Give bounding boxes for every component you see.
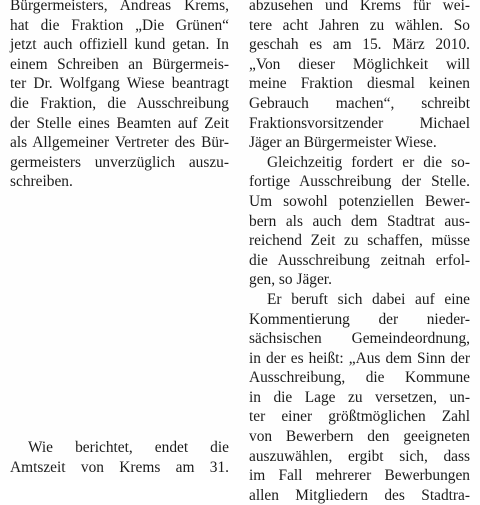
text-line: die Fraktion, die Ausschreibung (10, 94, 229, 112)
text-line: Wie berichtet, endet die (28, 439, 229, 456)
text-line: im Fall mehrerer Bewerbungen (249, 467, 470, 485)
text-line: sächsischen Gemeindeordnung, (249, 330, 470, 348)
text-line: bern als auch dem Stadtrat aus- (249, 212, 470, 230)
text-line: Ausschreibung, die Kommune (249, 369, 470, 387)
text-line: gen, so Jäger. (249, 271, 332, 289)
text-line: reichend Zeit zu schaffen, müsse (249, 232, 470, 250)
text-line: allen Mitgliedern des Stadtra- (249, 486, 470, 504)
text-line: auszuwählen, ergibt sich, dass (249, 447, 470, 465)
text-line: abzusehen und Krems für wei- (249, 0, 470, 14)
text-line: germeisters unverzüglich auszu- (10, 153, 229, 171)
text-line: hat die Fraktion „Die Grünen“ (10, 16, 229, 34)
text-line: Um sowohl potenziellen Bewer- (249, 192, 470, 210)
text-line: geschah es am 15. März 2010. (249, 36, 470, 54)
text-line: Amtszeit von Krems am 31. (10, 458, 229, 476)
text-line: ter Dr. Wolfgang Wiese beantragt (10, 75, 229, 93)
paragraph-3 (249, 290, 470, 505)
text-line: jetzt auch offiziell kund getan. In (10, 36, 229, 54)
text-line: Gebrauch machen“, schreibt (249, 94, 470, 112)
text-line: Fraktionsvorsitzender Michael (249, 114, 470, 132)
text-line: Jäger an Bürgermeister Wiese. (249, 134, 437, 152)
text-line: der Stelle eines Beamten auf Zeit (10, 114, 229, 132)
text-line: „Von dieser Möglichkeit will (249, 55, 470, 73)
text-line: von Bewerbern den geeigneten (249, 428, 470, 446)
text-line: einem Schreiben an Bürgermeis- (10, 55, 229, 73)
text-line: die Ausschreibung zeitnah erfol- (249, 251, 470, 269)
paragraph-2 (249, 153, 470, 290)
text-line: in die Lage zu versetzen, un- (249, 388, 470, 406)
text-line: als Allgemeiner Vertreter des Bür- (10, 134, 229, 152)
text-line: Gleichzeitig fordert er die so- (267, 153, 470, 171)
paragraph-1 (249, 0, 470, 153)
right-column (249, 0, 470, 505)
text-line: in der es heißt: „Aus dem Sinn der (249, 349, 470, 367)
text-line: schreiben. (10, 173, 73, 191)
text-line: ter einer größtmöglichen Zahl (249, 408, 470, 426)
text-line: Kommentierung der nieder- (249, 310, 470, 328)
text-line: tere acht Jahren zu wählen. So (249, 16, 470, 34)
left-column (10, 0, 229, 192)
text-line: meine Fraktion diesmal keinen (249, 75, 470, 93)
text-line: Bürgermeisters, Andreas Krems, (10, 0, 229, 14)
text-line: Er beruft sich dabei auf eine (267, 290, 470, 308)
text-line: fortige Ausschreibung der Stelle. (249, 173, 470, 191)
left-column-new-paragraph (10, 438, 229, 477)
